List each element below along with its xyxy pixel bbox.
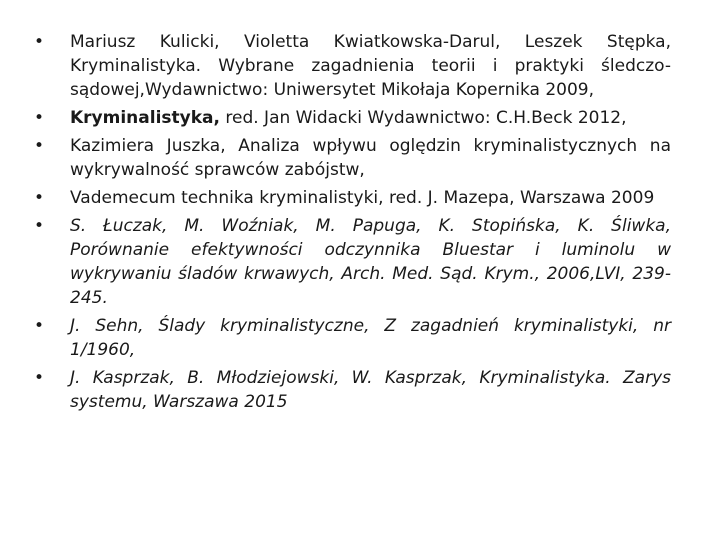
reference-text: S. Łuczak, M. Woźniak, M. Papuga, K. Stopińska, K. Śliwka, Porównanie efektywności odczynnika Bluestar i luminolu w wykrywaniu śladów krwawych, Arch. Med. Sąd. Krym., 2006,LVI, 239-245. [70, 216, 671, 308]
reference-title-bold: Kryminalistyka, [70, 108, 220, 128]
bullet: • [34, 32, 45, 52]
bullet: • [34, 108, 45, 128]
bullet: • [34, 188, 45, 208]
reference-item [34, 134, 671, 182]
bullet: • [34, 216, 45, 236]
bullet: • [34, 368, 45, 388]
reference-text: Kazimiera Juszka, Analiza wpływu oględzin kryminalistycznych na wykrywalność sprawców zabójstw, [70, 136, 671, 180]
reference-item [34, 106, 671, 130]
reference-text: J. Sehn, Ślady kryminalistyczne, Z zagadnień kryminalistyki, nr 1/1960, [70, 316, 671, 360]
reference-text: Mariusz Kulicki, Violetta Kwiatkowska-Darul, Leszek Stępka, Kryminalistyka. Wybrane zagadnienia teorii i praktyki śledczo-sądowej,Wydawnictwo: Uniwersytet Mikołaja Kopernika 2009, [70, 32, 671, 100]
reference-text: red. Jan Widacki Wydawnictwo: C.H.Beck 2012, [219, 108, 627, 128]
bullet: • [34, 136, 45, 156]
reference-item [34, 314, 671, 362]
reference-text: J. Kasprzak, B. Młodziejowski, W. Kasprzak, Kryminalistyka. Zarys systemu, Warszawa 2015 [70, 368, 671, 412]
bibliography-list [34, 30, 671, 418]
reference-item [34, 366, 671, 414]
reference-item [34, 30, 671, 102]
bullet: • [34, 316, 45, 336]
reference-item [34, 214, 671, 310]
reference-text: Vademecum technika kryminalistyki, red. J. Mazepa, Warszawa 2009 [70, 188, 655, 208]
reference-item [34, 186, 671, 210]
